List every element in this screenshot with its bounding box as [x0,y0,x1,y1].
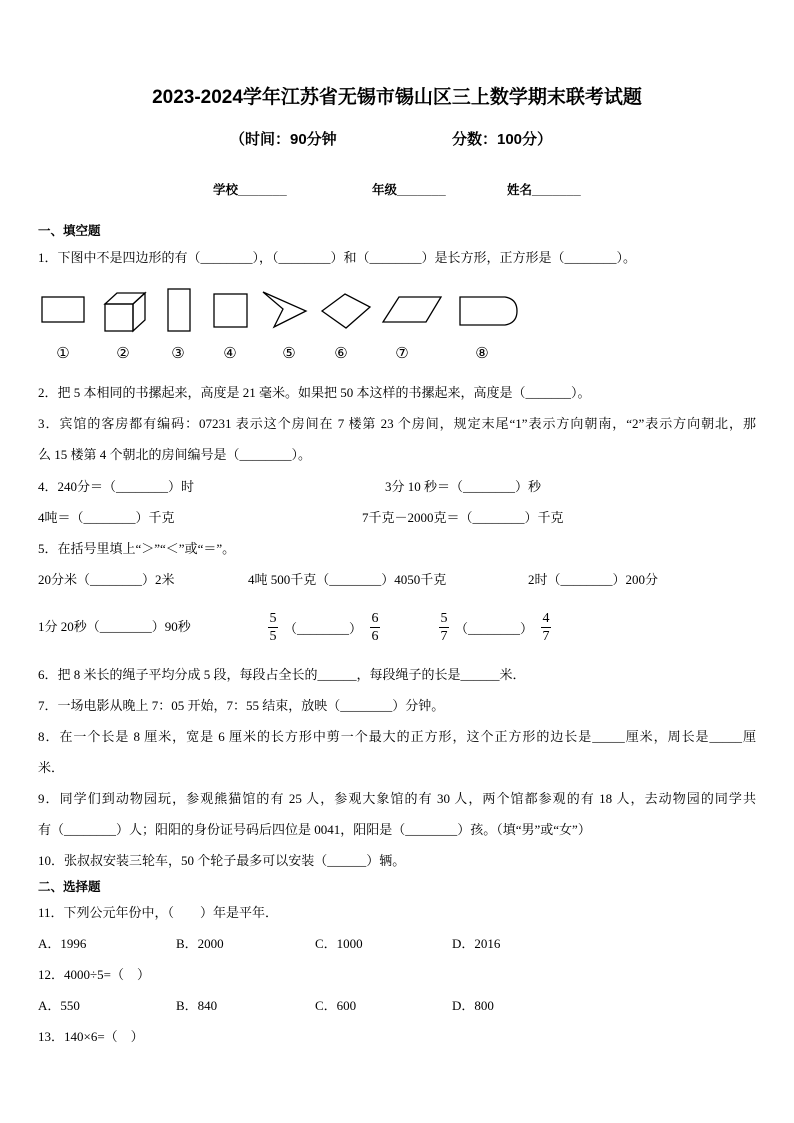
shape-5-dart [263,292,306,327]
question-8-line-2: 米． [38,760,65,775]
grade-field: 年级_______ [372,183,446,197]
question-5-item-4: 1分 20秒（________）90秒 [38,619,191,634]
shape-label-7: ⑦ [395,344,409,362]
question-4-item-2: 3分 10 秒＝（________）秒 [385,479,542,494]
question-8-line-1: 8．在一个长是 8 厘米，宽是 6 厘米的长方形中剪一个最大的正方形，这个正方形的边长是_____厘米，周长是_____厘 [38,729,756,744]
question-4-item-1: 4．240分＝（________）时 [38,479,195,494]
shape-label-6: ⑥ [334,344,348,362]
shape-label-4: ④ [223,344,237,362]
question-12-option-c: C．600 [315,998,357,1013]
question-12: 12．4000÷5=（ ） [38,967,150,982]
numerator: 5 [269,610,277,626]
shape-label-3: ③ [171,344,185,362]
denominator: 7 [542,628,550,644]
exam-score: 分数：100分） [452,131,553,148]
question-12-option-a: A．550 [38,998,80,1013]
shape-label-1: ① [56,344,70,362]
question-13: 13．140×6=（ ） [38,1029,144,1044]
question-7: 7．一场电影从晚上 7：05 开始，7：55 结束，放映（________）分钟。 [38,698,445,713]
section-fill-in-heading: 一、填空题 [38,224,101,238]
question-11-option-c: C．1000 [315,936,363,951]
answer-blank: （________） [284,620,363,636]
fraction [268,610,278,645]
shape-2-cube [105,293,145,331]
numerator: 5 [440,610,448,626]
exam-title: 2023-2024学年江苏省无锡市锡山区三上数学期末联考试题 [152,87,642,108]
question-5-fraction-compare-1 [268,605,380,649]
question-10: 10．张叔叔安装三轮车，50 个轮子最多可以安装（______）辆。 [38,853,406,868]
fraction [541,610,551,645]
exam-time: （时间：90分钟 [230,131,337,148]
question-11-option-d: D．2016 [452,936,501,951]
numerator: 4 [542,610,550,626]
question-1-shapes [0,280,560,340]
answer-blank: （________） [455,620,534,636]
shape-3-tall-rectangle [168,289,190,331]
question-1: 1．下图中不是四边形的有（________），（________）和（________）是长方形，正方形是（________）。 [38,250,637,265]
shape-7-parallelogram [383,297,441,322]
shape-8-rounded-tag [460,297,517,325]
question-11: 11．下列公元年份中，（ ）年是平年． [38,905,279,920]
name-field: 姓名_______ [507,183,581,197]
shape-6-rhombus [322,294,370,328]
shape-label-2: ② [116,344,130,362]
question-4-item-4: 7千克－2000克＝（________）千克 [362,510,564,525]
question-9-line-2: 有（________）人；阳阳的身份证号码后四位是 0041，阳阳是（________）孩。（填“男”或“女”） [38,822,591,837]
question-3-line-1: 3．宾馆的客房都有编码：07231 表示这个房间在 7 楼第 23 个房间，规定末尾“1”表示方向朝南，“2”表示方向朝北，那 [38,416,756,431]
question-12-option-b: B．840 [176,998,218,1013]
question-5: 5．在括号里填上“＞”“＜”或“＝”。 [38,541,236,556]
shape-label-8: ⑧ [475,344,489,362]
question-5-fraction-compare-2 [439,605,551,649]
fraction [370,610,380,645]
numerator: 6 [371,610,379,626]
question-4-item-3: 4吨＝（________）千克 [38,510,175,525]
question-5-item-2: 4吨 500千克（________）4050千克 [248,572,447,587]
question-6: 6．把 8 米长的绳子平均分成 5 段，每段占全长的______，每段绳子的长是______米． [38,667,526,682]
question-12-option-d: D．800 [452,998,494,1013]
section-choice-heading: 二、选择题 [38,880,101,894]
fraction [439,610,449,645]
school-field: 学校_______ [213,183,287,197]
shape-label-5: ⑤ [282,344,296,362]
denominator: 7 [440,628,448,644]
question-2: 2．把 5 本相同的书摞起来，高度是 21 毫米。如果把 50 本这样的书摞起来，高度是（_______）。 [38,385,591,400]
question-5-item-1: 20分米（________）2米 [38,572,175,587]
denominator: 6 [371,628,379,644]
shape-1-rectangle [42,297,84,322]
question-3-line-2: 么 15 楼第 4 个朝北的房间编号是（________）。 [38,447,312,462]
denominator: 5 [269,628,277,644]
question-5-item-3: 2时（________）200分 [528,572,659,587]
shape-4-square [214,294,247,327]
question-9-line-1: 9．同学们到动物园玩，参观熊猫馆的有 25 人，参观大象馆的有 30 人，两个馆都参观的有 18 人，去动物园的同学共 [38,791,756,806]
question-11-option-a: A．1996 [38,936,87,951]
question-11-option-b: B．2000 [176,936,224,951]
